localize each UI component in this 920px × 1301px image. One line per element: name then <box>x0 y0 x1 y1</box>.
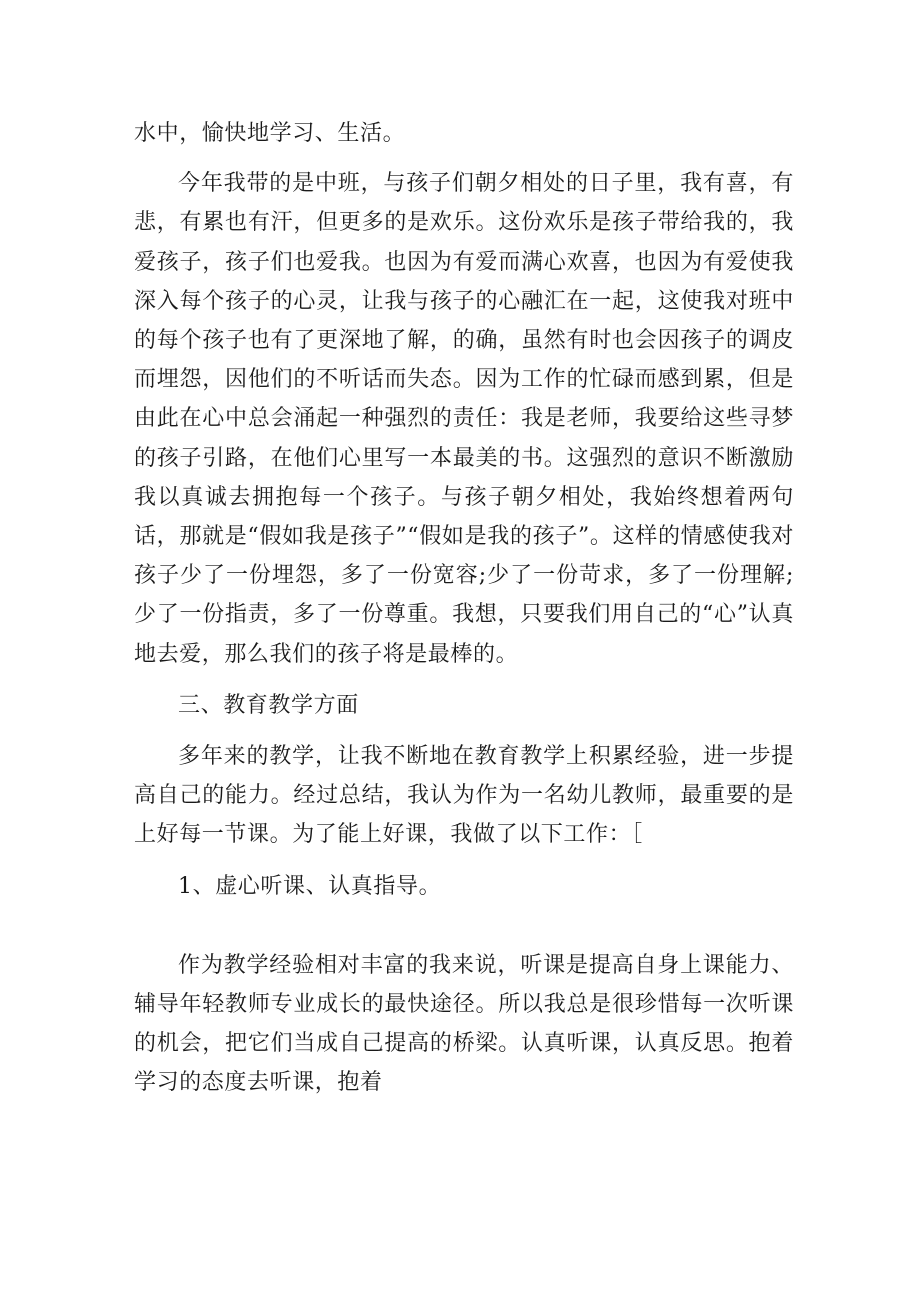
section-heading: 三、教育教学方面 <box>178 692 359 718</box>
paragraph-middle-class: 今年我带的是中班，与孩子们朝夕相处的日子里，我有喜，有悲，有累也有汗，但更多的是欢乐。这份欢乐是孩子带给我的，我爱孩子，孩子们也爱我。也因为有爱而满心欢喜，也因为有爱使我深入每个孩子的心灵，让我与孩子的心融汇在一起，这使我对班中的每个孩子也有了更深地了解，的确，虽然有时也会因孩子的调皮而埋怨，因他们的不听话而失态。因为工作的忙碌而感到累，但是由此在心中总会涌起一种强烈的责任：我是老师，我要给这些寻梦的孩子引路，在他们心里写一本最美的书。这强烈的意识不断激励我以真诚去拥抱每一个孩子。与孩子朝夕相处，我始终想着两句话，那就是“假如我是孩子”“假如是我的孩子”。这样的情感使我对孩子少了一份埋怨，多了一份宽容;少了一份苛求，多了一份理解;少了一份指责，多了一份尊重。我想，只要我们用自己的“心”认真地去爱，那么我们的孩子将是最棒的。 <box>134 171 794 667</box>
subheading-listening: 1、虚心听课、认真指导。 <box>178 873 442 899</box>
paragraph-listening: 作为教学经验相对丰富的我来说，听课是提高自身上课能力、辅导年轻教师专业成长的最快途径。所以我总是很珍惜每一次听课的机会，把它们当成自己提高的桥梁。认真听课，认真反思。抱着学习的态度去听课，抱着 <box>134 952 794 1096</box>
paragraph-continuation: 水中，愉快地学习、生活。 <box>134 121 406 146</box>
paragraph-teaching: 多年来的教学，让我不断地在教育教学上积累经验，进一步提高自己的能力。经过总结，我认为作为一名幼儿教师，最重要的是上好每一节课。为了能上好课，我做了以下工作：［ <box>134 744 794 848</box>
document-body <box>134 114 794 1103</box>
